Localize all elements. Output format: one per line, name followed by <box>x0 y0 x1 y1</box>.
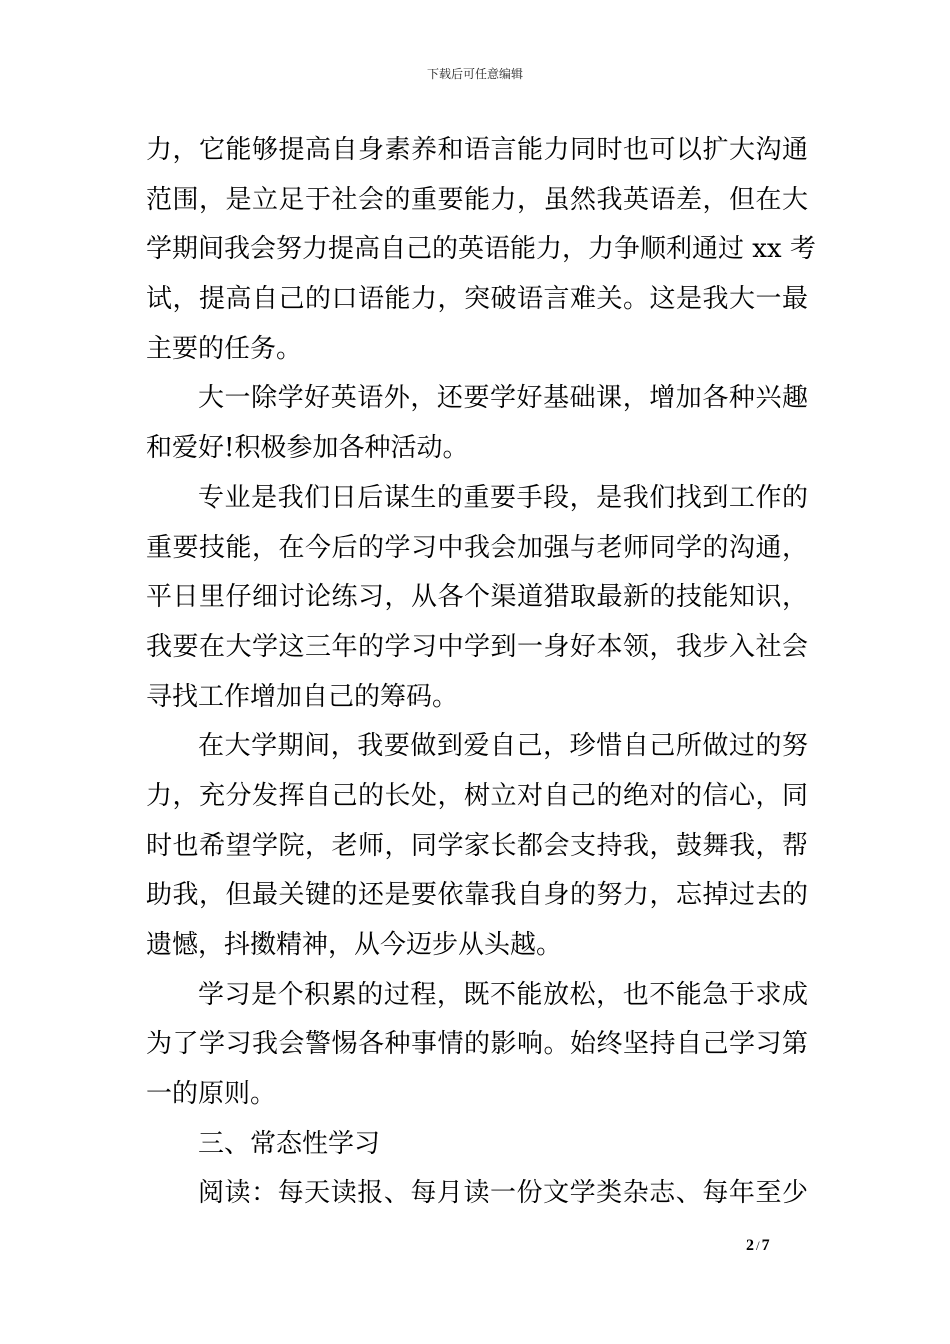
text-line: 试，提高自己的口语能力，突破语言难关。这是我大一最 <box>146 284 808 315</box>
text-line: 专业是我们日后谋生的重要手段，是我们找到工作的 <box>198 482 808 513</box>
text-line: 在大学期间，我要做到爱自己，珍惜自己所做过的努 <box>198 731 808 762</box>
text-line: 我要在大学这三年的学习中学到一身好本领，我步入社会 <box>146 631 808 662</box>
text-line: 阅读：每天读报、每月读一份文学类杂志、每年至少 <box>198 1178 808 1209</box>
text-line: 学期间我会努力提高自己的英语能力，力争顺利通过 xx 考 <box>146 234 816 265</box>
document-body <box>146 126 816 1219</box>
text-line: 三、常态性学习 <box>198 1128 381 1159</box>
text-line: 一的原则。 <box>146 1079 277 1110</box>
text-line: 范围，是立足于社会的重要能力，虽然我英语差，但在大 <box>146 184 808 215</box>
text-line: 助我，但最关键的还是要依靠我自身的努力，忘掉过去的 <box>146 880 808 911</box>
page-total: 7 <box>761 1237 770 1254</box>
text-line: 大一除学好英语外，还要学好基础课，增加各种兴趣 <box>198 383 808 414</box>
text-line: 重要技能，在今后的学习中我会加强与老师同学的沟通， <box>146 532 808 563</box>
text-line: 时也希望学院，老师，同学家长都会支持我，鼓舞我，帮 <box>146 830 808 861</box>
page-number <box>746 1236 770 1256</box>
text-line: 力，它能够提高自身素养和语言能力同时也可以扩大沟通 <box>146 135 808 165</box>
text-line: 学习是个积累的过程，既不能放松，也不能急于求成 <box>198 979 808 1010</box>
page-header: 下载后可任意编辑 <box>426 67 523 81</box>
text-line: 主要的任务。 <box>146 333 303 364</box>
text-line: 遗憾，抖擞精神，从今迈步从头越。 <box>146 930 563 960</box>
page-separator: / <box>756 1238 760 1253</box>
page-current: 2 <box>746 1237 754 1254</box>
text-line: 寻找工作增加自己的筹码。 <box>146 681 459 712</box>
text-line: 和爱好!积极参加各种活动。 <box>146 433 469 464</box>
text-line: 为了学习我会警惕各种事情的影响。始终坚持自己学习第 <box>146 1029 808 1060</box>
text-line: 力，充分发挥自己的长处，树立对自己的绝对的信心，同 <box>146 780 808 811</box>
text-line: 平日里仔细讨论练习，从各个渠道猎取最新的技能知识， <box>146 582 808 613</box>
